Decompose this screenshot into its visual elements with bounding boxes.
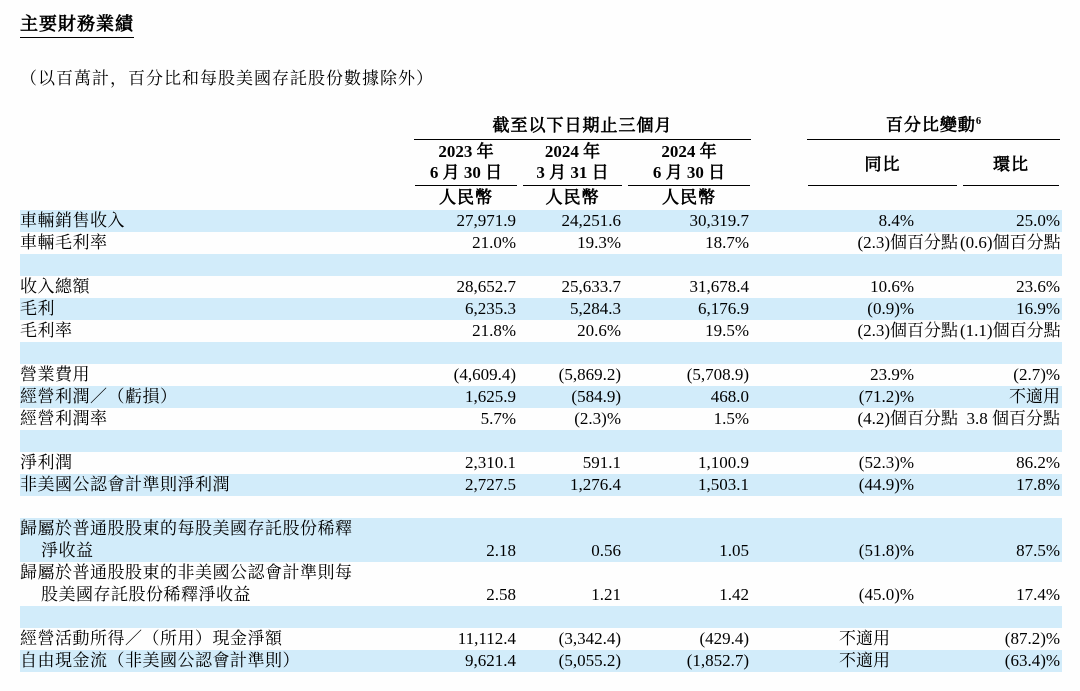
empty-cell bbox=[805, 186, 960, 210]
row-label: 經營活動所得／（所用）現金淨額 bbox=[20, 628, 283, 648]
cell-value: (1.1)個百分點 bbox=[960, 320, 1061, 340]
row-label bbox=[20, 430, 412, 452]
cell-value: (87.2)% bbox=[1004, 628, 1061, 648]
table-row bbox=[20, 276, 1062, 298]
group-header-change-text bbox=[807, 111, 1060, 140]
column-gap bbox=[753, 650, 805, 672]
cell-value: 1,503.1 bbox=[698, 474, 750, 494]
cell-value: (63.4)% bbox=[1004, 650, 1061, 670]
column-gap bbox=[753, 186, 805, 210]
spacer-row bbox=[20, 430, 1062, 452]
empty-cell bbox=[20, 111, 412, 140]
column-gap bbox=[753, 562, 805, 606]
cell-value: 9,621.4 bbox=[465, 650, 516, 670]
row-label: 經營利潤／（虧損） bbox=[20, 386, 178, 406]
row-label bbox=[20, 606, 412, 628]
column-header-2024-06-30 bbox=[625, 140, 753, 186]
currency-label: 人民幣 bbox=[439, 187, 493, 207]
cell-value: (44.9)% bbox=[858, 474, 915, 494]
spacer-cell bbox=[412, 342, 1062, 364]
table-row bbox=[20, 452, 1062, 474]
cell-value: (5,055.2) bbox=[558, 650, 621, 670]
cell-value: 2,727.5 bbox=[465, 474, 516, 494]
change-label: 百分比變動 bbox=[885, 115, 976, 135]
table-row bbox=[20, 232, 1062, 254]
row-label bbox=[20, 342, 412, 364]
column-gap bbox=[753, 452, 805, 474]
cell-value: (3,342.4) bbox=[558, 628, 621, 648]
spacer-row bbox=[20, 606, 1062, 628]
financial-results-table bbox=[20, 111, 1062, 672]
currency-label: 人民幣 bbox=[545, 187, 600, 207]
column-header-2023-06-30 bbox=[412, 140, 520, 186]
table-row bbox=[20, 408, 1062, 430]
spacer-row bbox=[20, 342, 1062, 364]
cell-value: 0.56 bbox=[591, 540, 621, 560]
column-header-row bbox=[20, 140, 1062, 186]
cell-value: (0.6)個百分點 bbox=[960, 232, 1061, 252]
empty-cell bbox=[20, 186, 412, 210]
cell-value: (2.3)% bbox=[574, 408, 621, 428]
row-label: 淨利潤 bbox=[20, 452, 73, 472]
cell-value: (5,869.2) bbox=[558, 364, 621, 384]
footnote-marker: 6 bbox=[975, 116, 982, 127]
group-header-change bbox=[805, 111, 1062, 140]
spacer-cell bbox=[412, 496, 1062, 518]
row-label bbox=[20, 254, 412, 276]
table-row bbox=[20, 518, 1062, 562]
group-header-row bbox=[20, 111, 1062, 140]
cell-value: 25,633.7 bbox=[561, 276, 621, 296]
cell-value: 不適用 bbox=[839, 650, 891, 670]
row-label: 車輛銷售收入 bbox=[20, 210, 125, 230]
cell-value: 1.42 bbox=[719, 584, 750, 604]
cell-value: 3.8 個百分點 bbox=[966, 408, 1061, 428]
column-gap bbox=[753, 140, 805, 186]
cell-value: 5,284.3 bbox=[570, 298, 621, 318]
group-header-periods bbox=[412, 111, 753, 140]
cell-value: 2.58 bbox=[486, 584, 516, 604]
empty-cell bbox=[960, 186, 1062, 210]
cell-value: 591.1 bbox=[582, 452, 621, 472]
column-gap bbox=[753, 111, 805, 140]
cell-value: (2.3)個百分點 bbox=[857, 232, 959, 252]
table-body bbox=[20, 210, 1062, 672]
cell-value: 不適用 bbox=[839, 628, 891, 648]
column-gap bbox=[753, 276, 805, 298]
cell-value: 1.05 bbox=[719, 540, 750, 560]
cell-value: (0.9)% bbox=[867, 298, 915, 318]
cell-value: 6,176.9 bbox=[698, 298, 750, 318]
cell-value: 5.7% bbox=[480, 408, 516, 428]
cell-value: 17.8% bbox=[1016, 474, 1061, 494]
table-row bbox=[20, 320, 1062, 342]
cell-value: 19.3% bbox=[577, 232, 621, 252]
date-year: 2024 年 bbox=[661, 142, 717, 162]
row-label: 經營利潤率 bbox=[20, 408, 108, 428]
date-year: 2024 年 bbox=[544, 142, 601, 162]
page-title bbox=[20, 10, 1062, 38]
spacer-cell bbox=[412, 606, 1062, 628]
cell-value: 1.21 bbox=[591, 584, 621, 604]
cell-value: 27,971.9 bbox=[456, 210, 516, 230]
cell-value: 25.0% bbox=[1016, 210, 1061, 230]
cell-value: 31,678.4 bbox=[689, 276, 750, 296]
table-row bbox=[20, 298, 1062, 320]
table-row bbox=[20, 628, 1062, 650]
cell-value: 不適用 bbox=[1009, 386, 1061, 406]
cell-value: (2.7)% bbox=[1013, 364, 1061, 384]
cell-value: 17.4% bbox=[1016, 584, 1061, 604]
date-day: 3 月 31 日 bbox=[536, 163, 609, 183]
cell-value: 24,251.6 bbox=[561, 210, 621, 230]
cell-value: (584.9) bbox=[571, 386, 621, 406]
empty-cell bbox=[20, 140, 412, 186]
row-label: 非美國公認會計準則淨利潤 bbox=[20, 474, 230, 494]
row-label: 自由現金流（非美國公認會計準則） bbox=[20, 650, 300, 670]
table-row bbox=[20, 474, 1062, 496]
table-row bbox=[20, 386, 1062, 408]
cell-value: 6,235.3 bbox=[465, 298, 516, 318]
row-label bbox=[20, 496, 412, 518]
cell-value: (51.8)% bbox=[858, 540, 915, 560]
column-gap bbox=[753, 408, 805, 430]
spacer-cell bbox=[412, 254, 1062, 276]
table-row bbox=[20, 364, 1062, 386]
column-gap bbox=[753, 628, 805, 650]
column-gap bbox=[753, 298, 805, 320]
group-header-periods-text: 截至以下日期止三個月 bbox=[414, 115, 751, 140]
column-gap bbox=[753, 518, 805, 562]
spacer-cell bbox=[412, 430, 1062, 452]
date-year: 2023 年 bbox=[438, 142, 494, 162]
cell-value: 16.9% bbox=[1016, 298, 1061, 318]
cell-value: (429.4) bbox=[699, 628, 750, 648]
cell-value: (71.2)% bbox=[858, 386, 915, 406]
cell-value: (2.3)個百分點 bbox=[857, 320, 959, 340]
page-title-text: 主要財務業績 bbox=[20, 10, 134, 38]
table-header bbox=[20, 111, 1062, 210]
cell-value: 23.9% bbox=[870, 364, 915, 384]
cell-value: 19.5% bbox=[705, 320, 750, 340]
row-label: 毛利率 bbox=[20, 320, 73, 340]
cell-value: (1,852.7) bbox=[686, 650, 750, 670]
cell-value: (4,609.4) bbox=[453, 364, 516, 384]
cell-value: (52.3)% bbox=[858, 452, 915, 472]
cell-value: (45.0)% bbox=[858, 584, 915, 604]
column-gap bbox=[753, 474, 805, 496]
cell-value: 28,652.7 bbox=[456, 276, 516, 296]
cell-value: (5,708.9) bbox=[686, 364, 750, 384]
cell-value: 18.7% bbox=[705, 232, 750, 252]
column-header-2024-03-31 bbox=[520, 140, 625, 186]
row-label: 歸屬於普通股股東的非美國公認會計準則每 股美國存託股份稀釋淨收益 bbox=[20, 562, 353, 604]
cell-value: 8.4% bbox=[878, 210, 915, 230]
cell-value: 30,319.7 bbox=[689, 210, 750, 230]
spacer-row bbox=[20, 254, 1062, 276]
cell-value: (4.2)個百分點 bbox=[857, 408, 959, 428]
cell-value: 2,310.1 bbox=[465, 452, 516, 472]
row-label: 收入總額 bbox=[20, 276, 90, 296]
cell-value: 10.6% bbox=[870, 276, 915, 296]
cell-value: 23.6% bbox=[1016, 276, 1061, 296]
row-label: 歸屬於普通股股東的每股美國存託股份稀釋 淨收益 bbox=[20, 518, 353, 560]
row-label: 車輛毛利率 bbox=[20, 232, 108, 252]
cell-value: 20.6% bbox=[577, 320, 621, 340]
cell-value: 21.8% bbox=[472, 320, 516, 340]
units-note: （以百萬計，百分比和每股美國存託股份數據除外） bbox=[20, 69, 434, 88]
spacer-row bbox=[20, 496, 1062, 518]
cell-value: 21.0% bbox=[472, 232, 516, 252]
cell-value: 86.2% bbox=[1016, 452, 1061, 472]
table-row bbox=[20, 650, 1062, 672]
date-day: 6 月 30 日 bbox=[652, 163, 726, 183]
cell-value: 11,112.4 bbox=[457, 628, 516, 648]
column-header-yoy: 同比 bbox=[805, 140, 960, 186]
column-gap bbox=[753, 210, 805, 232]
column-header-qoq: 環比 bbox=[960, 140, 1062, 186]
cell-value: 468.0 bbox=[710, 386, 750, 406]
currency-label: 人民幣 bbox=[662, 187, 716, 207]
cell-value: 1,100.9 bbox=[698, 452, 750, 472]
column-gap bbox=[753, 364, 805, 386]
table-row bbox=[20, 562, 1062, 606]
cell-value: 1.5% bbox=[713, 408, 750, 428]
cell-value: 1,625.9 bbox=[465, 386, 516, 406]
cell-value: 87.5% bbox=[1016, 540, 1061, 560]
cell-value: 2.18 bbox=[486, 540, 516, 560]
table-row bbox=[20, 210, 1062, 232]
row-label: 毛利 bbox=[20, 298, 55, 318]
cell-value: 1,276.4 bbox=[570, 474, 621, 494]
column-gap bbox=[753, 386, 805, 408]
column-gap bbox=[753, 320, 805, 342]
row-label: 營業費用 bbox=[20, 364, 90, 384]
column-gap bbox=[753, 232, 805, 254]
currency-row bbox=[20, 186, 1062, 210]
date-day: 6 月 30 日 bbox=[429, 163, 503, 183]
